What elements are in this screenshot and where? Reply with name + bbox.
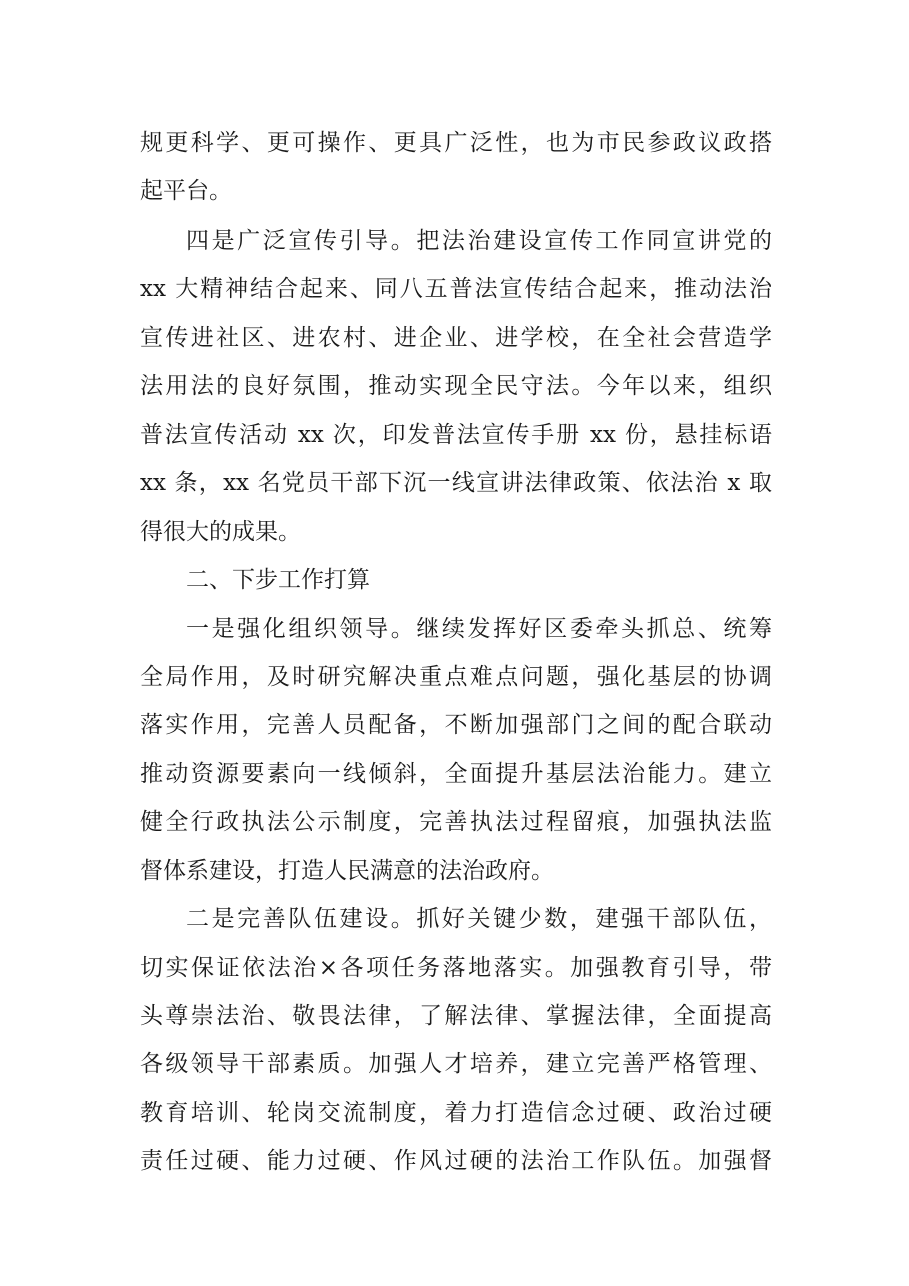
text-line: 宣传进社区、进农村、进企业、进学校，在全社会营造学: [140, 325, 772, 351]
text-line: 教育培训、轮岗交流制度，着力打造信念过硬、政治过硬: [140, 1100, 772, 1126]
text-line: 切实保证依法治×各项任务落地落实。加强教育引导，带: [140, 955, 772, 981]
text-line: xx 大精神结合起来、同八五普法宣传结合起来，推动法治: [140, 276, 772, 302]
paragraph-start-line: 四是广泛宣传引导。把法治建设宣传工作同宣讲党的: [186, 228, 772, 254]
text-line: 各级领导干部素质。加强人才培养，建立完善严格管理、: [140, 1051, 772, 1077]
text-line: 法用法的良好氛围，推动实现全民守法。今年以来，组织: [140, 373, 772, 399]
paragraph-start-line: 二是完善队伍建设。抓好关键少数，建强干部队伍，: [186, 906, 772, 932]
section-heading: 二、下步工作打算: [186, 567, 370, 593]
text-line: 规更科学、更可操作、更具广泛性，也为市民参政议政搭: [140, 130, 772, 156]
text-line: 普法宣传活动 xx 次，印发普法宣传手册 xx 份，悬挂标语: [140, 422, 772, 448]
text-line: 得很大的成果。: [140, 519, 301, 545]
paragraph-start-line: 一是强化组织领导。继续发挥好区委牵头抓总、统筹: [186, 616, 772, 642]
text-line: xx 条，xx 名党员干部下沉一线宣讲法律政策、依法治 x 取: [140, 470, 772, 496]
text-line: 头尊崇法治、敬畏法律，了解法律、掌握法律，全面提高: [140, 1003, 772, 1029]
text-line: 起平台。: [140, 178, 232, 204]
text-line: 督体系建设，打造人民满意的法治政府。: [140, 858, 554, 884]
text-line: 健全行政执法公示制度，完善执法过程留痕，加强执法监: [140, 809, 772, 835]
text-line: 全局作用，及时研究解决重点难点问题，强化基层的协调: [140, 664, 772, 690]
text-line: 责任过硬、能力过硬、作风过硬的法治工作队伍。加强督: [140, 1148, 772, 1174]
text-line: 落实作用，完善人员配备，不断加强部门之间的配合联动: [140, 712, 772, 738]
text-line: 推动资源要素向一线倾斜，全面提升基层法治能力。建立: [140, 761, 772, 787]
